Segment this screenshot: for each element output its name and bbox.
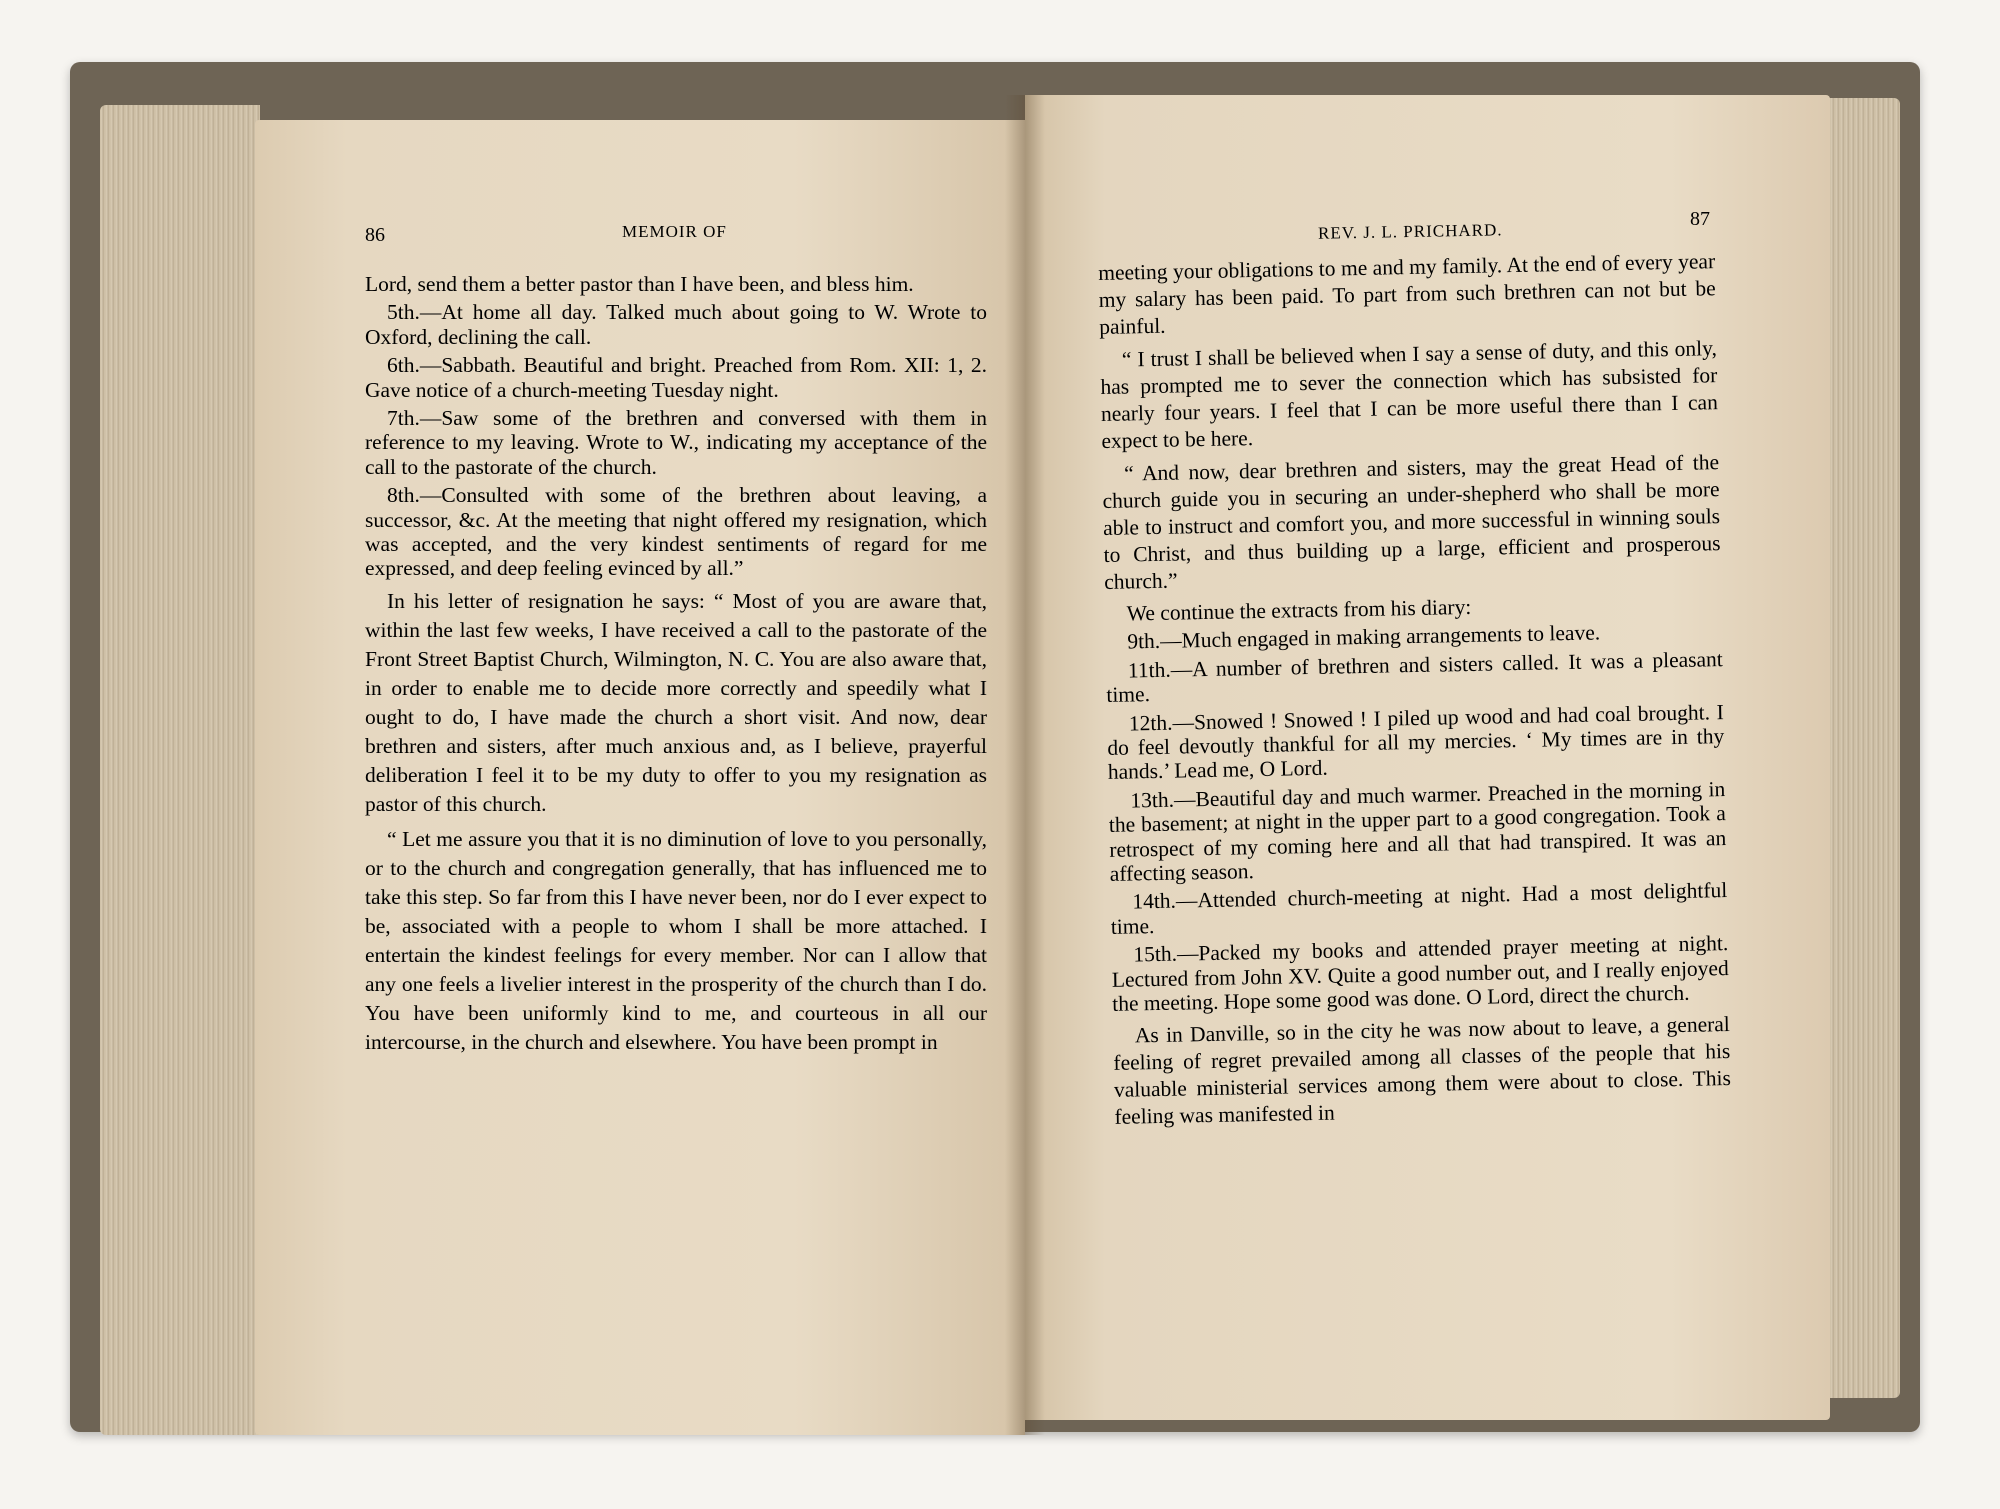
right-running-head: REV. J. L. PRICHARD. — [1317, 220, 1503, 243]
diary-entry: 11th.—A number of brethren and sisters called. It was a pleasant time. — [1106, 646, 1724, 708]
paragraph: “ Let me assure you that it is no diminution of love to you personally, or to the church and congregation generally, that has influenced me to take this step. So far from this I have never been, nor do I ever expect to be, associated with a people to whom I shall be more attached. I entertain the kindest feelings for every member. Nor can I allow that any one feels a livelier interest in the prosperity of the church than I do. You have been uniformly kind to me, and courteous in all our intercourse, in the church and elsewhere. You have been prompt in — [365, 826, 987, 1054]
left-running-head: MEMOIR OF — [622, 222, 727, 241]
paragraph: “ And now, dear brethren and sisters, may the great Head of the church guide you in securing an under-shepherd who shall be more able to instruct and comfort you, and more successful in winning souls to Christ, and thus building up a large, efficient and prosperous church.” — [1102, 450, 1721, 594]
paragraph: We continue the extracts from his diary: — [1126, 594, 1472, 626]
left-page-number: 86 — [365, 224, 385, 246]
paragraph: Lord, send them a better pastor than I have been, and bless him. — [365, 272, 914, 296]
book-gutter — [1005, 95, 1045, 1435]
paragraph: In his letter of resignation he says: “ Most of you are aware that, within the last few weeks, I have received a call to the pastorate of the Front Street Baptist Church, Wilmington, N. C. You are also aware that, in order to enable me to decide more correctly and speedily what I ought to do, I have made the church a short visit. And now, dear brethren and sisters, after much anxious and, as I believe, prayerful deliberation I feel it to be my duty to offer to you my resignation as pastor of this church. — [365, 588, 987, 816]
diary-entry: 9th.—Much engaged in making arrangements to leave. — [1127, 620, 1601, 654]
paragraph: As in Danville, so in the city he was now about to leave, a general feeling of regret prevailed among all classes of the people that his valuable ministerial services among them were about to close. This feeling was manifested in — [1113, 1011, 1732, 1129]
diary-entry: 14th.—Attended church-meeting at night. Had a most delightful time. — [1110, 878, 1728, 939]
page-edges-right — [1820, 98, 1900, 1398]
diary-entry: 6th.—Sabbath. Beautiful and bright. Preached from Rom. XII: 1, 2. Gave notice of a church-meeting Tuesday night. — [365, 353, 987, 402]
paragraph: “ I trust I shall be believed when I say a sense of duty, and this only, has prompted me to sever the connection which has subsisted for nearly four years. I feel that I can be more useful there than I can expect to be here. — [1100, 336, 1719, 453]
diary-entry: 13th.—Beautiful day and much warmer. Preached in the morning in the basement; at night in the upper part to a good congregation. Took a retrospect of my coming here and all that had transpired. It was an affecting season. — [1108, 776, 1727, 886]
paragraph: meeting your obligations to me and my family. At the end of every year my salary has been paid. To part from such brethren can not but be painful. — [1098, 249, 1716, 339]
diary-entry: 5th.—At home all day. Talked much about going to W. Wrote to Oxford, declining the call. — [365, 300, 987, 349]
left-page-text — [365, 272, 987, 1061]
diary-entry: 8th.—Consulted with some of the brethren about leaving, a successor, &c. At the meeting that night offered my resignation, which was accepted, and the very kindest sentiments of regard for me expressed, and deep feeling evinced by all.” — [365, 483, 987, 581]
right-page-text — [1098, 248, 1732, 1134]
page-edges-left — [100, 105, 260, 1435]
right-page-number: 87 — [1690, 208, 1710, 230]
diary-entry: 12th.—Snowed ! Snowed ! I piled up wood and had coal brought. I do feel devoutly thankful for all my mercies. ‘ My times are in thy hands.’ Lead me, O Lord. — [1107, 699, 1725, 785]
diary-entry: 7th.—Saw some of the brethren and conversed with them in reference to my leaving. Wrote to W., indicating my acceptance of the call to the pastorate of the church. — [365, 406, 987, 479]
diary-entry: 15th.—Packed my books and attended prayer meeting at night. Lectured from John XV. Quite a good number out, and I really enjoyed the meeting. Hope some good was done. O Lord, direct the church. — [1111, 931, 1729, 1016]
